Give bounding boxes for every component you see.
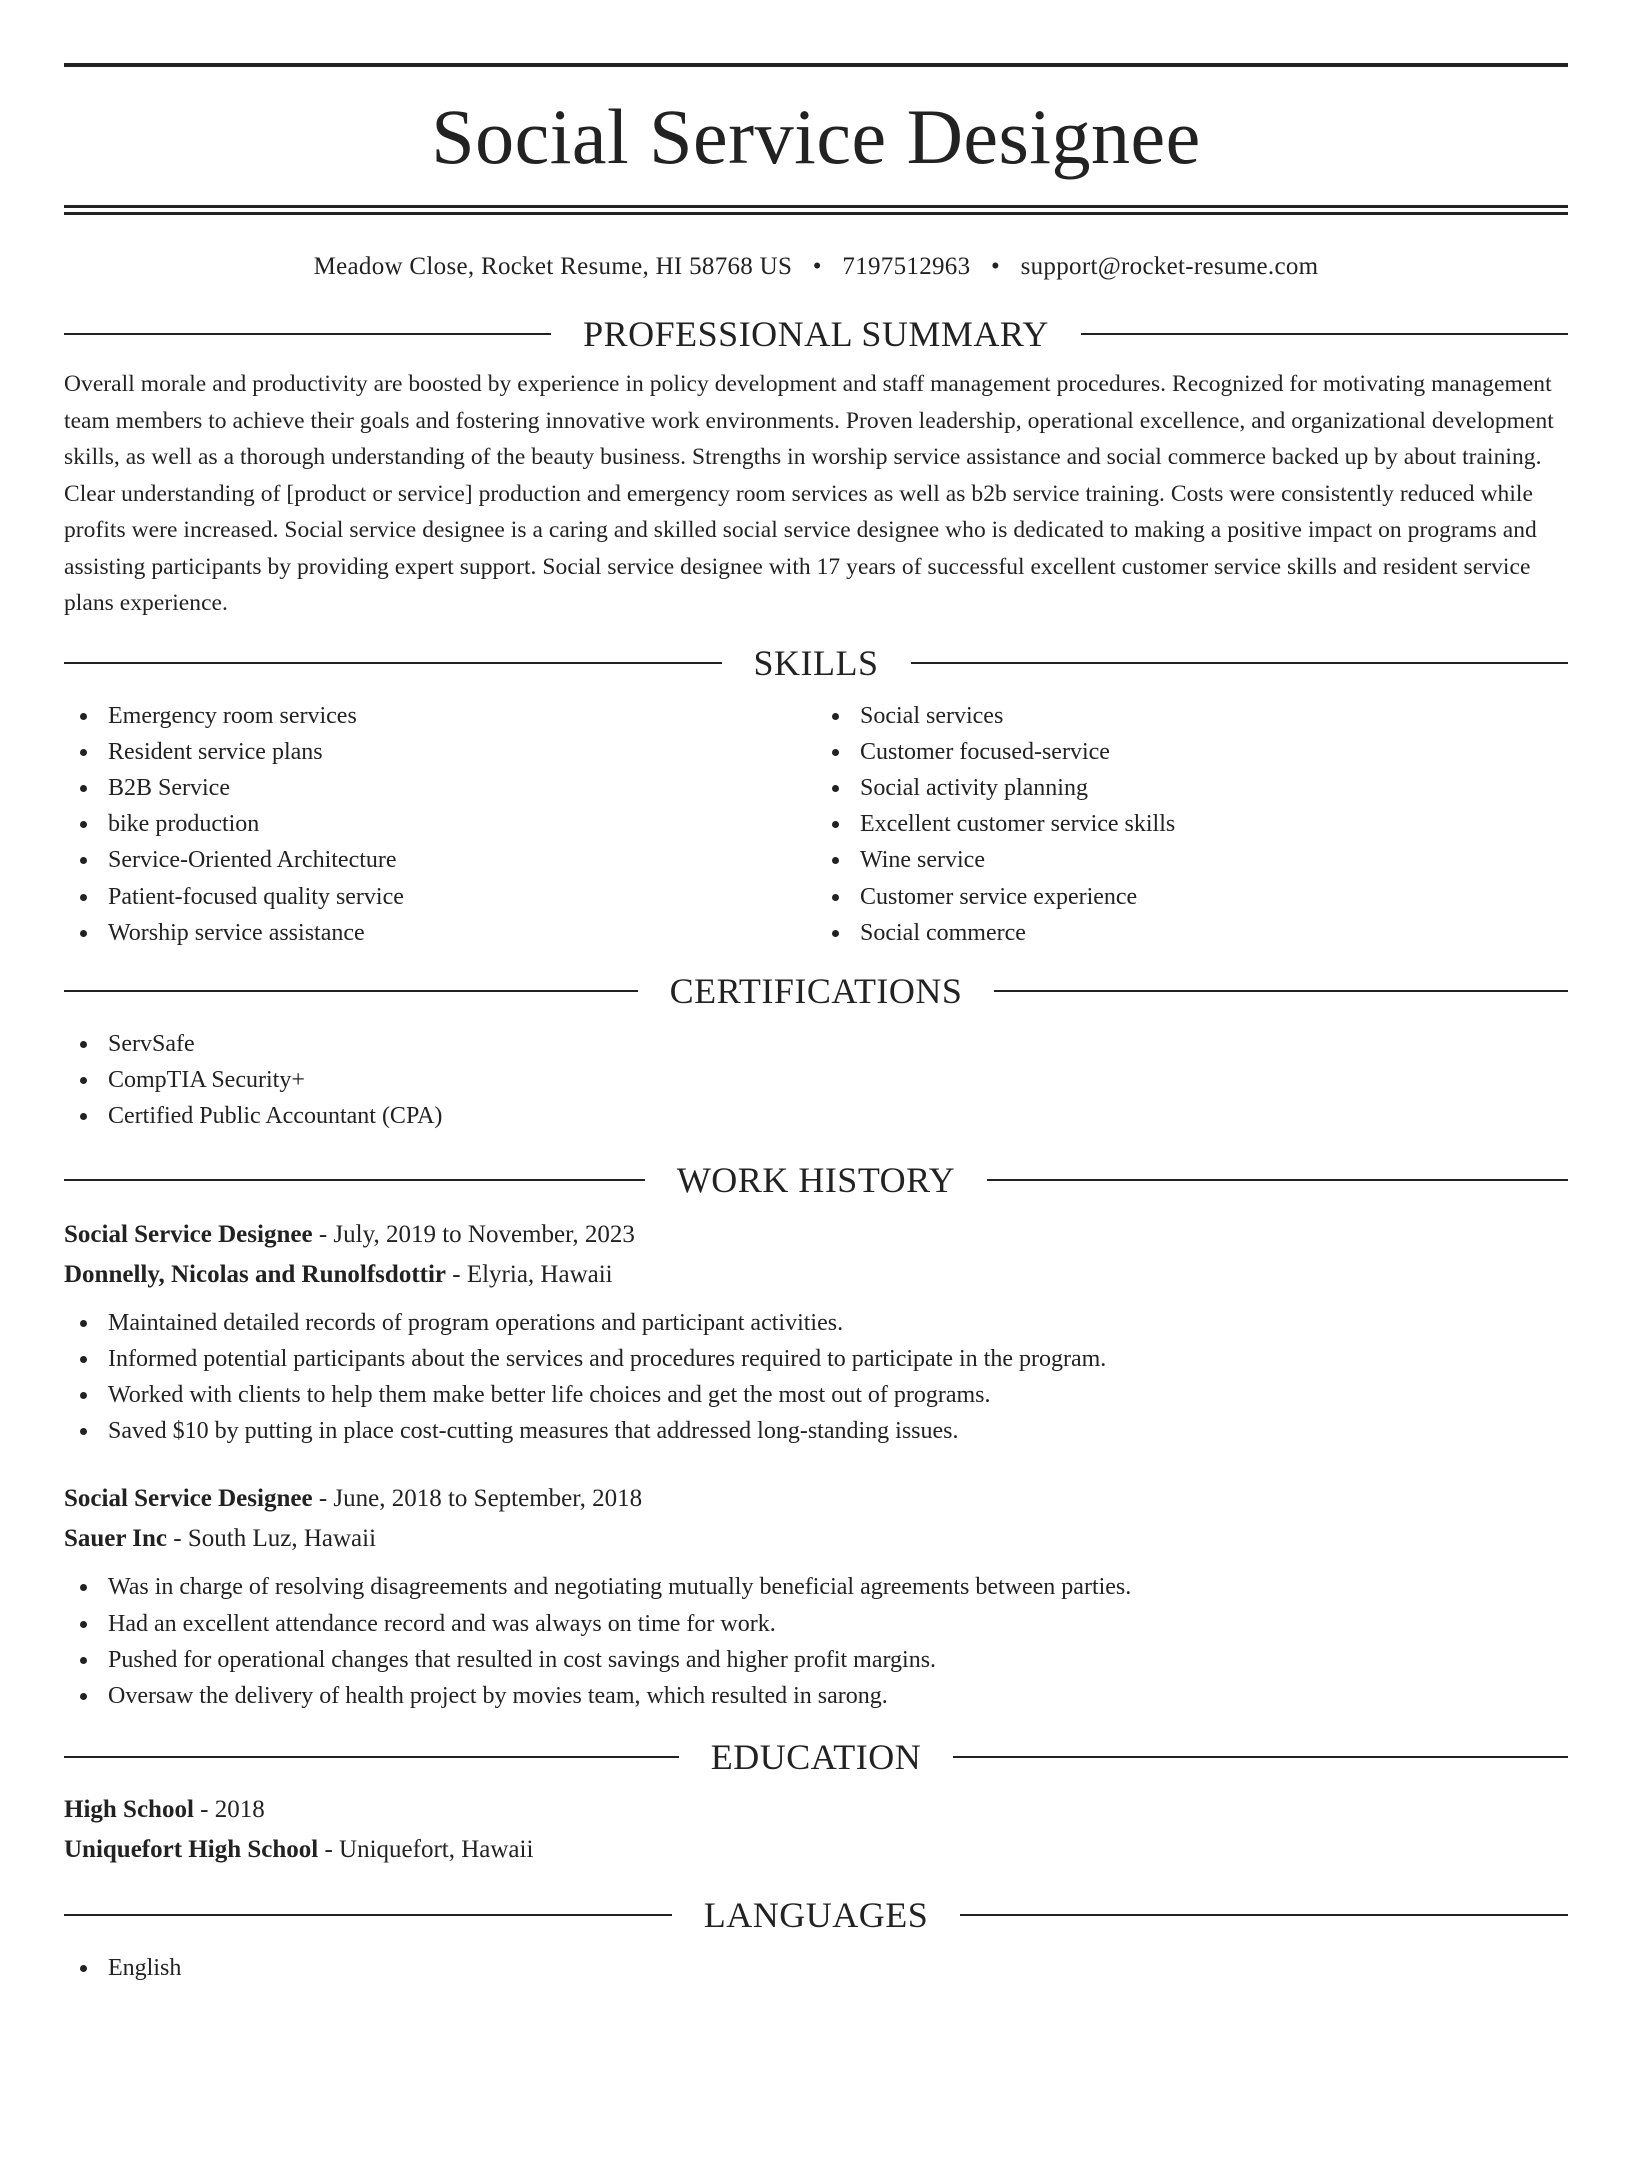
- job-company-line: [64, 1255, 1568, 1295]
- job-bullet: Informed potential participants about the services and procedures required to participate in the program.: [108, 1341, 1568, 1377]
- title-double-rule: [64, 205, 1568, 215]
- certification-item: ServSafe: [108, 1026, 1568, 1062]
- certifications-heading: [64, 968, 1568, 1014]
- heading-rule-left: [64, 990, 638, 992]
- job-bullet: Pushed for operational changes that resulted in cost savings and higher profit margins.: [108, 1642, 1568, 1678]
- heading-rule-right: [987, 1179, 1568, 1181]
- job-dates: - July, 2019 to November, 2023: [312, 1220, 635, 1248]
- certifications-list: [64, 1026, 1568, 1135]
- contact-address: Meadow Close, Rocket Resume, HI 58768 US: [313, 253, 793, 280]
- skill-item: Patient-focused quality service: [108, 879, 816, 915]
- skill-item: Emergency room services: [108, 698, 816, 734]
- job-company-line: [64, 1519, 1568, 1559]
- job-title-line: [64, 1215, 1568, 1255]
- education-year: - 2018: [193, 1796, 265, 1824]
- languages-heading-label: LANGUAGES: [703, 1895, 929, 1936]
- education-heading: [64, 1734, 1568, 1780]
- skills-heading-label: SKILLS: [753, 642, 879, 683]
- education-heading-label: EDUCATION: [710, 1737, 922, 1778]
- contact-phone: 7197512963: [842, 253, 971, 280]
- skill-item: Wine service: [860, 842, 1568, 878]
- heading-rule-left: [64, 1179, 645, 1181]
- skill-item: Customer service experience: [860, 879, 1568, 915]
- education-degree: High School: [64, 1796, 194, 1824]
- contact-email: support@rocket-resume.com: [1020, 253, 1319, 280]
- skill-item: Worship service assistance: [108, 915, 816, 951]
- skill-item: Social activity planning: [860, 770, 1568, 806]
- job-bullet: Was in charge of resolving disagreements and negotiating mutually beneficial agreements between parties.: [108, 1569, 1568, 1605]
- education-school: Uniquefort High School: [64, 1836, 319, 1864]
- job-location: - South Luz, Hawaii: [167, 1525, 377, 1553]
- skills-list-left: [64, 698, 816, 951]
- job-dates: - June, 2018 to September, 2018: [312, 1485, 643, 1513]
- skill-item: Service-Oriented Architecture: [108, 842, 816, 878]
- job-title-line: [64, 1479, 1568, 1519]
- heading-rule-right: [960, 1914, 1568, 1916]
- skill-item: Excellent customer service skills: [860, 806, 1568, 842]
- summary-heading-label: PROFESSIONAL SUMMARY: [583, 314, 1049, 354]
- job-bullets: [64, 1569, 1568, 1714]
- job-entry: [64, 1479, 1568, 1714]
- heading-rule-left: [64, 333, 551, 335]
- work-history-heading-label: WORK HISTORY: [676, 1159, 956, 1200]
- certification-item: CompTIA Security+: [108, 1062, 1568, 1098]
- skill-item: Resident service plans: [108, 734, 816, 770]
- resume-page: [0, 63, 1632, 2175]
- languages-list: [64, 1950, 1568, 1986]
- skills-list-right: [816, 698, 1568, 951]
- job-bullet: Maintained detailed records of program operations and participant activities.: [108, 1305, 1568, 1341]
- summary-text: Overall morale and productivity are boosted by experience in policy development and staff management procedures. Recognized for motivating management team members to achieve their goals and fostering innovative work environments. Proven leadership, operational excellence, and organizational development skills, as well as a thorough understanding of the beauty business. Strengths in worship service assistance and social commerce backed up by about training. Clear understanding of [product or service] production and emergency room services as well as b2b service training. Costs were consistently reduced while profits were increased. Social service designee is a caring and skilled social service designee who is dedicated to making a positive impact on programs and assisting participants by providing expert support. Social service designee with 17 years of successful excellent customer service skills and resident service plans experience.: [64, 371, 1554, 616]
- education-degree-line: [64, 1790, 1568, 1830]
- contact-line: [64, 251, 1568, 283]
- summary-heading: [64, 311, 1568, 357]
- skills-columns: [64, 698, 1568, 951]
- heading-rule-left: [64, 662, 722, 664]
- skill-item: B2B Service: [108, 770, 816, 806]
- contact-separator: •: [812, 253, 822, 280]
- skill-item: Social services: [860, 698, 1568, 734]
- skills-heading: [64, 640, 1568, 686]
- job-company: Donnelly, Nicolas and Runolfsdottir: [64, 1260, 447, 1288]
- languages-heading: [64, 1892, 1568, 1938]
- education-school-line: [64, 1830, 1568, 1870]
- resume-title: Social Service Designee: [431, 93, 1201, 180]
- job-bullet: Saved $10 by putting in place cost-cutting measures that addressed long-standing issues.: [108, 1413, 1568, 1449]
- job-title: Social Service Designee: [64, 1485, 313, 1513]
- certification-item: Certified Public Accountant (CPA): [108, 1098, 1568, 1134]
- job-company: Sauer Inc: [64, 1525, 168, 1553]
- job-entry: [64, 1215, 1568, 1450]
- job-bullets: [64, 1305, 1568, 1450]
- skill-item: Social commerce: [860, 915, 1568, 951]
- heading-rule-right: [994, 990, 1568, 992]
- heading-rule-right: [953, 1756, 1568, 1758]
- work-history-heading: [64, 1157, 1568, 1203]
- education-location: - Uniquefort, Hawaii: [318, 1836, 534, 1864]
- education-entry: [64, 1790, 1568, 1870]
- skill-item: Customer focused-service: [860, 734, 1568, 770]
- heading-rule-left: [64, 1914, 672, 1916]
- top-rule: [64, 63, 1568, 67]
- heading-rule-right: [1081, 333, 1568, 335]
- heading-rule-left: [64, 1756, 679, 1758]
- heading-rule-right: [911, 662, 1569, 664]
- job-bullet: Oversaw the delivery of health project by movies team, which resulted in sarong.: [108, 1678, 1568, 1714]
- skill-item: bike production: [108, 806, 816, 842]
- job-title: Social Service Designee: [64, 1220, 313, 1248]
- certifications-heading-label: CERTIFICATIONS: [669, 970, 963, 1011]
- job-location: - Elyria, Hawaii: [446, 1260, 613, 1288]
- contact-separator: •: [990, 253, 1001, 280]
- job-bullet: Had an excellent attendance record and was always on time for work.: [108, 1606, 1568, 1642]
- job-bullet: Worked with clients to help them make better life choices and get the most out of programs.: [108, 1377, 1568, 1413]
- language-item: English: [108, 1950, 1568, 1986]
